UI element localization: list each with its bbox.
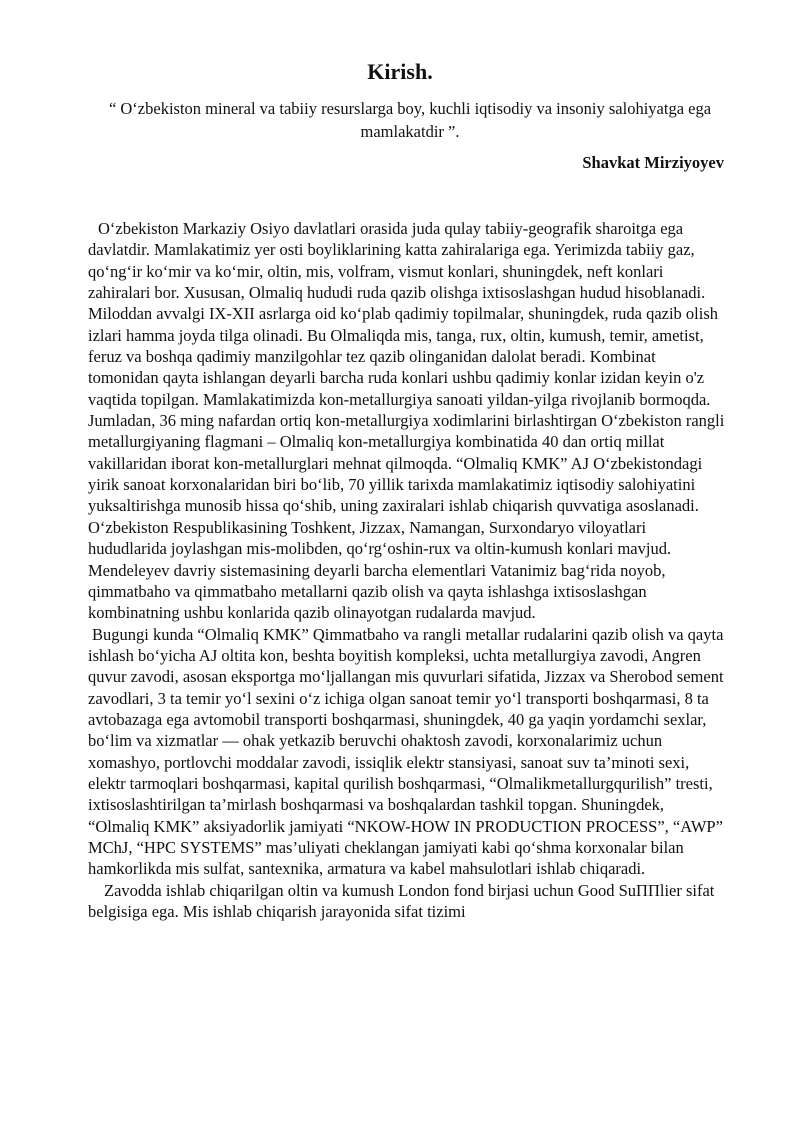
paragraph-2: Bugungi kunda “Olmaliq KMK” Qimmatbaho va rangli metallar rudalarini qazib olish va qayta ishlash bo‘yicha AJ oltita kon, beshta boyitish kompleksi, uchta metallurgiya zavodi, Angren quvur zavodi, asosan eksportga mo‘ljallangan mis quvurlari sifatida, Jizzax va Sherobod sement zavodlari, 3 ta temir yo‘l sexini o‘z ichiga olgan sanoat temir yo‘l transporti boshqarmasi, 8 ta avtobazaga ega avtomobil transporti boshqarmasi, shuningdek, 40 ga yaqin yordamchi sexlar, bo‘lim va xizmatlar — ohak yetkazib beruvchi ohaktosh zavodi, korxonalarimiz uchun xomashyo, portlovchi moddalar zavodi, issiqlik elektr stansiyasi, sanoat suv ta’minoti sexi, elektr tarmoqlari boshqarmasi, kapital qurilish boshqarmasi, “Olmalikmetallurgqurilish” tresti, ixtisoslashtirilgan ta’mirlash boshqarmasi va boshqalardan tashkil topgan. Shuningdek, “Olmaliq KMK” aksiyadorlik jamiyati “NKOW-HOW IN PRODUCTION PROCESS”, “AWP” MChJ, “HPC SYSTEMS” mas’uliyati cheklangan jamiyati kabi qo‘shma korxonalar bilan hamkorlikda mis sulfat, santexnika, armatura va kabel mahsulotlari ishlab chiqaradi. [88, 624, 724, 879]
epigraph-author: Shavkat Mirziyoyev [582, 153, 724, 172]
page-title: Kirish. [367, 59, 433, 84]
paragraph-1: O‘zbekiston Markaziy Osiyo davlatlari orasida juda qulay tabiiy-geografik sharoitga ega davlatdir. Mamlakatimiz yer osti boyliklarining katta zahiralariga ega. Yerimizda tabiiy gaz, qo‘ng‘ir ko‘mir va ko‘mir, oltin, mis, volfram, vismut konlari, shuningdek, neft konlari zahiralari bor. Xususan, Olmaliq hududi ruda qazib olishga ixtisoslashgan hudud hisoblanadi. Miloddan avvalgi IX-XII asrlarga oid ko‘plab qadimiy topilmalar, shuningdek, ruda qazib olish izlari hamma joyda tilga olinadi. Bu Olmaliqda mis, tanga, rux, oltin, kumush, temir, ametist, feruz va boshqa qadimiy manzilgohlar tez qazib olinganidan dalolat beradi. Kombinat tomonidan qayta ishlangan deyarli barcha ruda konlari ushbu qadimiy konlar izidan keyin o'z vaqtida topilgan. Mamlakatimizda kon-metallurgiya sanoati yildan-yilga rivojlanib bormoqda. Jumladan, 36 ming nafardan ortiq kon-metallurgiya xodimlarini birlashtirgan O‘zbekiston rangli metallurgiyaning flagmani – Olmaliq kon-metallurgiya kombinatida 40 dan ortiq millat vakillaridan iborat kon-metallurglari mehnat qilmoqda. “Olmaliq KMK” AJ O‘zbekistondagi yirik sanoat korxonalaridan biri bo‘lib, 70 yillik tarixda mamlakatimiz iqtisodiy salohiyatini yuksaltirishga munosib hissa qo‘shib, uning zaxiralari ishlab chiqarish quvvatiga asoslanadi. O‘zbekiston Respublikasining Toshkent, Jizzax, Namangan, Surxondaryo viloyatlari hududlarida joylashgan mis-molibden, qo‘rg‘oshin-rux va oltin-kumush konlari mavjud. Mendeleyev davriy sistemasining deyarli barcha elementlari Vatanimiz bag‘rida noyob, qimmatbaho va qimmatbaho metallarni qazib olish va qayta ishlashga ixtisoslashgan kombinatning ushbu konlarida qazib olinayotgan rudalarda mavjud. [88, 219, 725, 623]
paragraph-3: Zavodda ishlab chiqarilgan oltin va kumush London fond birjasi uchun Good SuППlier sifat belgisiga ega. Mis ishlab chiqarish jarayonida sifat tizimi [88, 880, 715, 921]
epigraph-quote: “ O‘zbekiston mineral va tabiiy resurslarga boy, kuchli iqtisodiy va insoniy salohiyatga ega mamlakatdir ”. [108, 99, 712, 141]
body-text [88, 218, 728, 922]
